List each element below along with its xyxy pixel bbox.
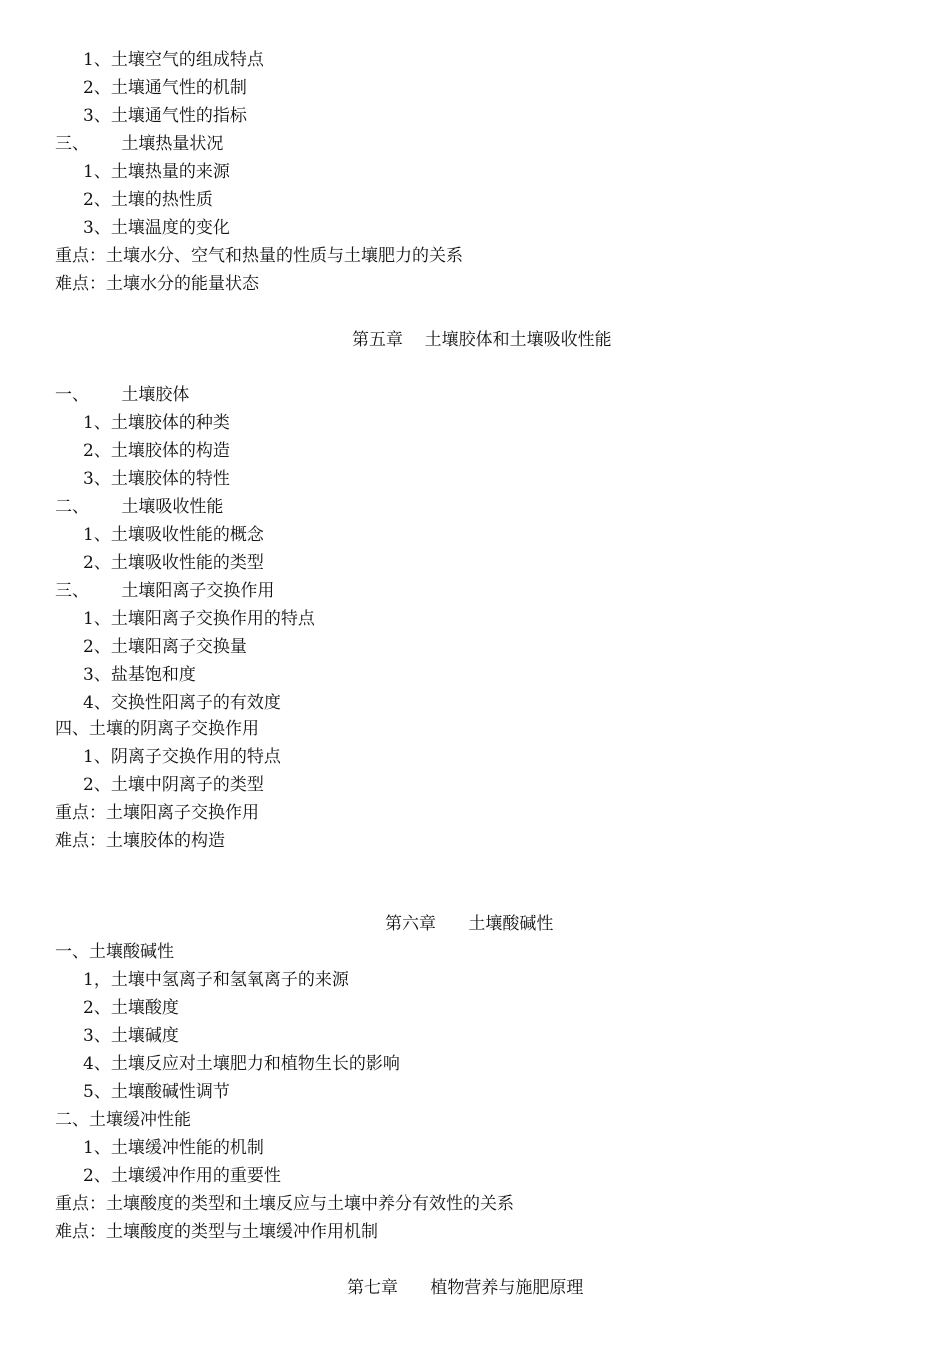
list-item: 1、土壤胶体的种类 [83, 413, 230, 433]
list-item: 4、交换性阳离子的有效度 [83, 693, 281, 713]
chapter-title: 第五章 土壤胶体和土壤吸收性能 [352, 330, 612, 350]
list-item: 3、土壤碱度 [83, 1026, 179, 1046]
list-item: 1、土壤热量的来源 [83, 162, 230, 182]
difficult-point: 难点：土壤水分的能量状态 [55, 274, 259, 294]
key-point: 重点：土壤酸度的类型和土壤反应与土壤中养分有效性的关系 [55, 1194, 514, 1214]
list-item: 2、土壤酸度 [83, 998, 179, 1018]
section-heading: 二、 土壤吸收性能 [55, 497, 224, 517]
list-item: 2、土壤中阴离子的类型 [83, 775, 264, 795]
section-heading: 一、 土壤胶体 [55, 385, 190, 405]
list-item: 1，土壤中氢离子和氢氧离子的来源 [83, 970, 349, 990]
section-heading: 一、土壤酸碱性 [55, 942, 174, 962]
list-item: 2、土壤阳离子交换量 [83, 637, 247, 657]
list-item: 2、土壤缓冲作用的重要性 [83, 1166, 281, 1186]
list-item: 3、盐基饱和度 [83, 665, 196, 685]
key-point: 重点：土壤水分、空气和热量的性质与土壤肥力的关系 [55, 246, 463, 266]
section-heading: 四、土壤的阴离子交换作用 [55, 719, 259, 739]
list-item: 3、土壤胶体的特性 [83, 469, 230, 489]
section-heading: 三、 土壤阳离子交换作用 [55, 581, 275, 601]
list-item: 5、土壤酸碱性调节 [83, 1082, 230, 1102]
section-heading: 三、 土壤热量状况 [55, 134, 224, 154]
list-item: 1、土壤阳离子交换作用的特点 [83, 609, 315, 629]
list-item: 3、土壤温度的变化 [83, 218, 230, 238]
difficult-point: 难点：土壤酸度的类型与土壤缓冲作用机制 [55, 1222, 378, 1242]
list-item: 2、土壤的热性质 [83, 190, 213, 210]
list-item: 1、土壤空气的组成特点 [83, 50, 264, 70]
list-item: 1、土壤吸收性能的概念 [83, 525, 264, 545]
difficult-point: 难点：土壤胶体的构造 [55, 831, 225, 851]
list-item: 4、土壤反应对土壤肥力和植物生长的影响 [83, 1054, 400, 1074]
list-item: 2、土壤胶体的构造 [83, 441, 230, 461]
list-item: 2、土壤吸收性能的类型 [83, 553, 264, 573]
list-item: 1、土壤缓冲性能的机制 [83, 1138, 264, 1158]
list-item: 1、阴离子交换作用的特点 [83, 747, 281, 767]
chapter-title: 第六章 土壤酸碱性 [385, 914, 554, 934]
key-point: 重点：土壤阳离子交换作用 [55, 803, 259, 823]
chapter-title: 第七章 植物营养与施肥原理 [347, 1278, 584, 1298]
list-item: 3、土壤通气性的指标 [83, 106, 247, 126]
list-item: 2、土壤通气性的机制 [83, 78, 247, 98]
section-heading: 二、土壤缓冲性能 [55, 1110, 191, 1130]
